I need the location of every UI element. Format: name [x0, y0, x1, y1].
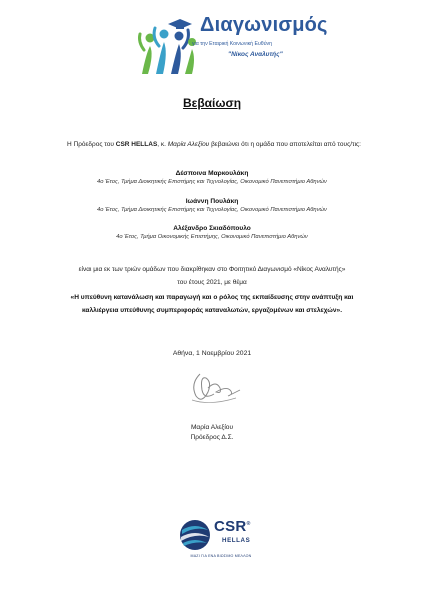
theme-line-1: «Η υπεύθυνη κατανάλωση και παραγωγή και ο ρόλος της εκπαίδευσης στην ανάπτυξη και [70, 294, 354, 301]
globe-swoosh-icon [178, 518, 212, 552]
theme-line-2: καλλιέργεια υπεύθυνης συμπεριφοράς καταναλωτών, εργαζομένων και στελεχών». [81, 307, 343, 314]
signature-icon [186, 366, 242, 406]
place-date: Αθήνα, 1 Νοεμβρίου 2021 [172, 350, 252, 357]
member-entry [0, 224, 424, 242]
member-name: Ιωάννη Πουλάκη [185, 198, 239, 205]
hellas-wordmark: HELLAS [222, 537, 251, 544]
member-name: Αλέξανδρο Σκιαδόπουλο [173, 225, 251, 232]
logo-title: Διαγωνισμός [200, 14, 328, 36]
logo-subtitle: για την Εταιρική Κοινωνική Ευθύνη [192, 41, 273, 47]
csr-hellas-logo [176, 516, 266, 570]
intro-rest: βεβαιώνει ότι η ομάδα που αποτελείται από τους/τις: [209, 141, 361, 148]
distinction-line: είναι μια εκ των τριών ομάδων που διακρίθηκαν στο Φοιτητικό Διαγωνισμό «Νίκος Αναλυτής» [78, 266, 346, 273]
csr-wordmark: CSR® [214, 518, 251, 535]
intro-before-org: Η Πρόεδρος του [67, 141, 116, 148]
signer-block [0, 423, 424, 443]
footer-tagline: ΜΑΖΙ ΓΙΑ ΕΝΑ ΒΙΩΣΙΜΟ ΜΕΛΛΟΝ [190, 554, 252, 558]
document-title: Βεβαίωση [182, 96, 242, 110]
member-info: 4ο Έτος, Τμήμα Διοικητικής Επιστήμης και Τεχνολογίας, Οικονομικό Πανεπιστήμιο Αθηνών [97, 207, 327, 213]
signer-name: Μαρία Αλεξίου [190, 424, 234, 431]
competition-logo [136, 8, 328, 76]
org-name: CSR HELLAS [115, 141, 158, 148]
logo-award-name: "Νίκος Αναλυτής" [228, 51, 283, 58]
year-line: του έτους 2021, με θέμα [177, 279, 247, 286]
students-figures-icon [136, 16, 200, 76]
signer-role: Πρόεδρος Δ.Σ. [190, 434, 234, 441]
member-name: Δέσποινα Μαρκουλάκη [175, 170, 249, 177]
intro-paragraph [24, 141, 404, 148]
intro-after-org: , κ. [157, 141, 168, 148]
member-entry [0, 197, 424, 215]
member-info: 4ο Έτος, Τμήμα Οικονομικής Επιστήμης, Οικονομικό Πανεπιστήμιο Αθηνών [116, 234, 308, 240]
president-name: Μαρία Αλεξίου [167, 141, 210, 148]
member-entry [0, 169, 424, 187]
member-info: 4ο Έτος, Τμήμα Διοικητικής Επιστήμης και Τεχνολογίας, Οικονομικό Πανεπιστήμιο Αθηνών [97, 179, 327, 185]
